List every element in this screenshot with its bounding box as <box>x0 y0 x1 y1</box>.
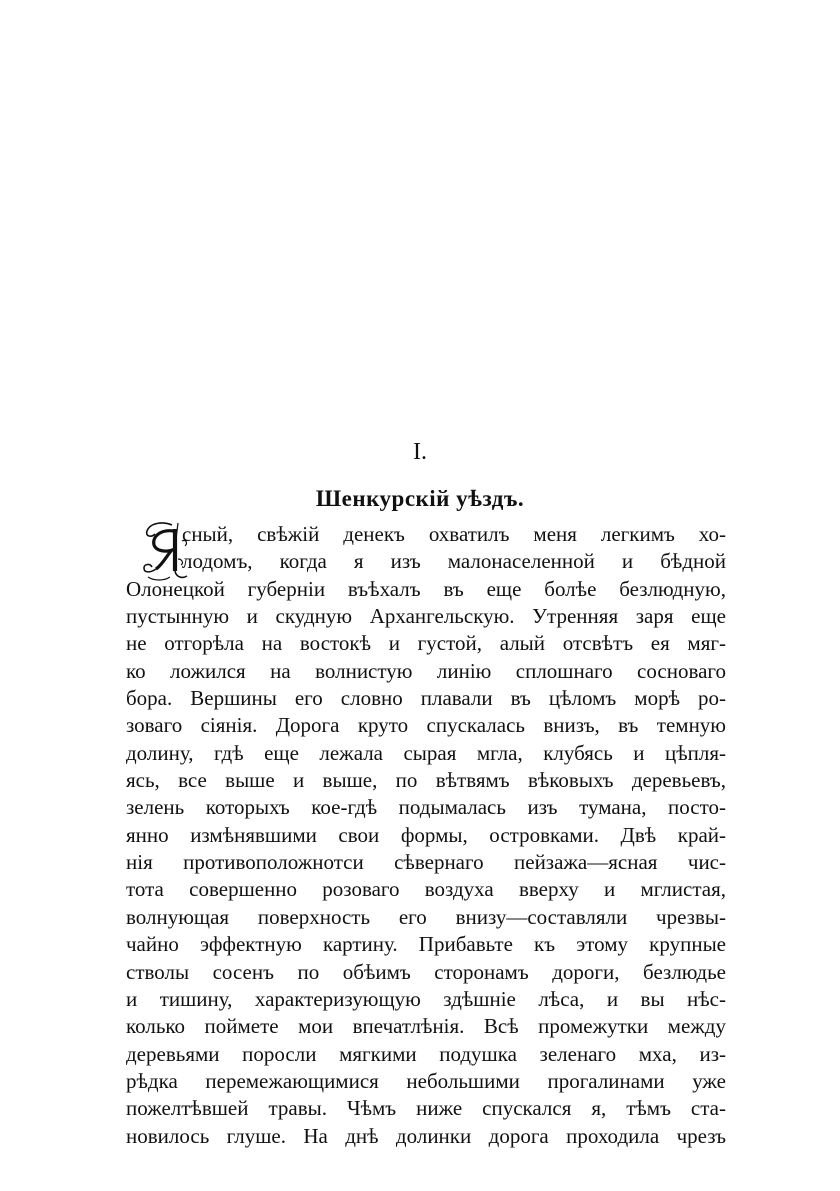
text-line: ко ложился на волнистую линію сплошнаго сосноваго <box>126 658 726 683</box>
text-line: стволы сосенъ по обѣимъ сторонамъ дороги, безлюдье <box>126 959 726 984</box>
text-line: пустынную и скудную Архангельскую. Утренняя заря еще <box>126 604 726 629</box>
text-line: зелень которыхъ кое-гдѣ подымалась изъ тумана, посто- <box>126 795 726 820</box>
text-line: чайно эффектную картину. Прибавьте къ этому крупные <box>126 932 726 957</box>
text-line: янно измѣнявшими свои формы, островками. Двѣ край- <box>126 822 726 847</box>
text-line: волнующая поверхность его внизу—составляли чрезвы- <box>126 904 726 929</box>
chapter-title: Шенкурскій уѣздъ. <box>315 486 525 511</box>
text-line: деревьями поросли мягкими подушка зеленаго мха, из- <box>126 1041 726 1066</box>
text-line: Олонецкой губерніи въѣхалъ въ еще болѣе безлюдную, <box>126 576 726 601</box>
text-line: долину, гдѣ еще лежала сырая мгла, клубясь и цѣпля- <box>126 740 726 765</box>
text-line: ясь, все выше и выше, по вѣтвямъ вѣковыхъ деревьевъ, <box>126 768 726 793</box>
text-line: и тишину, характеризующую здѣшніе лѣса, и вы нѣс- <box>126 986 726 1011</box>
text-line: зоваго сіянія. Дорога круто спускалась внизъ, въ темную <box>126 713 726 738</box>
text-line: колько поймете мои впечатлѣнія. Всѣ промежутки между <box>126 1014 726 1039</box>
text-line: пожелтѣвшей травы. Чѣмъ ниже спускался я, тѣмъ ста- <box>126 1096 726 1121</box>
text-line: тота совершенно розоваго воздуха вверху и мглистая, <box>126 877 726 902</box>
text-line: новилось глуше. На днѣ долинки дорога проходила чрезъ <box>126 1123 726 1148</box>
chapter-number: I. <box>413 439 427 465</box>
body-text <box>126 521 726 1150</box>
text-line: не отгорѣла на востокѣ и густой, алый отсвѣтъ ея мяг- <box>126 631 726 656</box>
text-line: сный, свѣжій денекъ охватилъ меня легкимъ хо- <box>182 522 726 546</box>
text-line: лодомъ, когда я изъ малонаселенной и бѣдной <box>182 549 726 574</box>
text-line: бора. Вершины его словно плавали въ цѣломъ морѣ ро- <box>126 686 726 711</box>
text-line: нія противоположнотси сѣвернаго пейзажа—ясная чис- <box>126 850 726 875</box>
drop-cap-initial <box>142 519 190 585</box>
text-line: рѣдка перемежающимися небольшими прогалинами уже <box>126 1068 726 1093</box>
